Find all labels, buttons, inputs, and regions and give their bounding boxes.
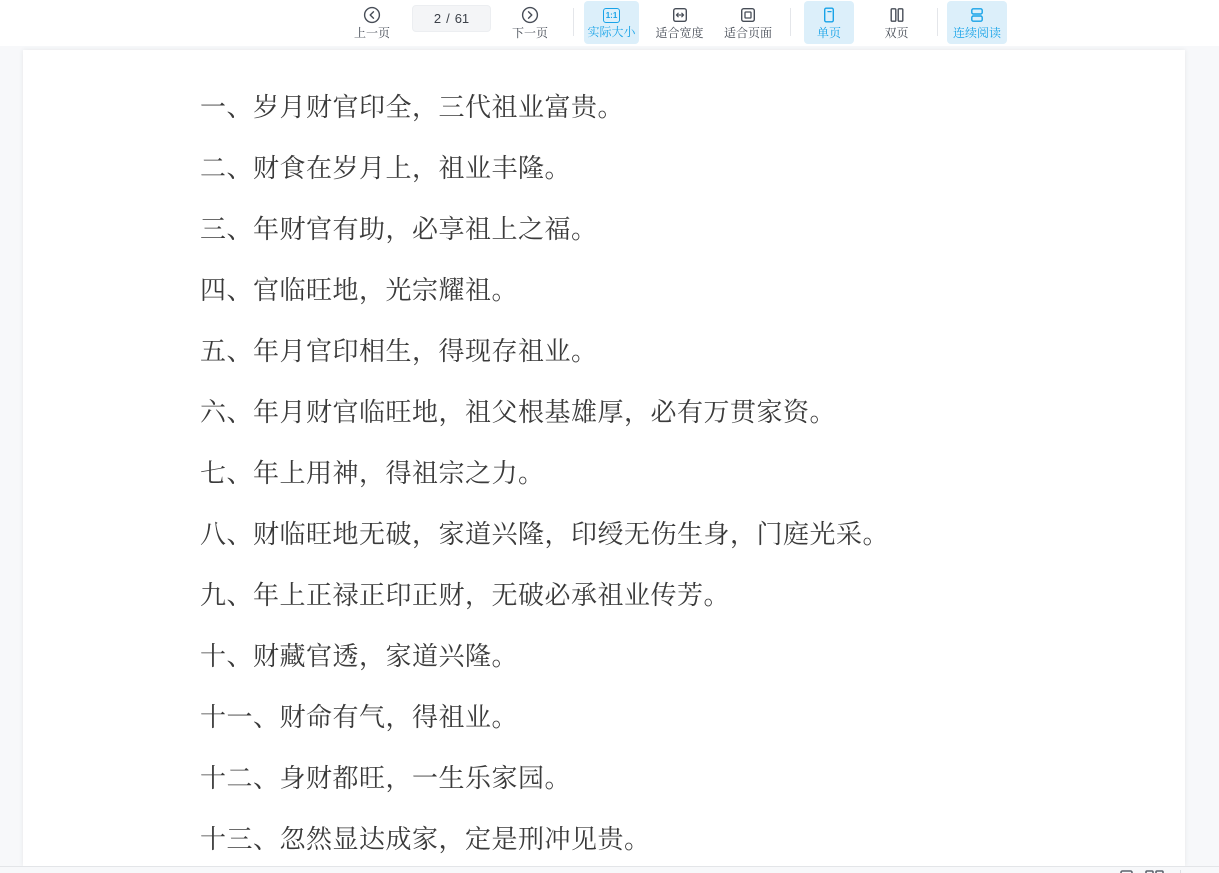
page-separator: / [446,11,450,26]
document-text-block [23,50,1185,866]
document-line: 一、岁月财官印全，三代祖业富贵。 [200,93,625,122]
document-line: 六、年月财官临旺地，祖父根基雄厚，必有万贯家资。 [200,398,837,427]
single-page-icon [820,6,838,24]
document-page [23,50,1185,866]
toolbar-divider [573,8,574,36]
document-line: 九、年上正禄正印正财，无破必承祖业传芳。 [200,581,731,610]
page-current: 2 [433,11,442,26]
fit-page-button[interactable] [718,1,778,44]
continuous-reading-button[interactable] [947,1,1007,44]
document-line: 八、财临旺地无破，家道兴隆，印绶无伤生身，门庭光采。 [200,520,890,549]
double-page-icon [888,6,906,24]
document-line: 五、年月官印相生，得现存祖业。 [200,337,598,366]
fit-page-label: 适合页面 [723,26,772,40]
double-page-label: 双页 [884,26,909,40]
document-line: 四、官临旺地，光宗耀祖。 [200,276,519,305]
continuous-reading-label: 连续阅读 [952,26,1001,40]
single-page-button[interactable] [804,1,854,44]
actual-size-button[interactable] [584,1,639,44]
double-page-button[interactable] [871,1,922,44]
status-bar [0,866,1219,873]
document-line: 十一、财命有气，得祖业。 [200,703,519,732]
prev-page-button[interactable] [346,1,398,44]
reader-workspace [0,46,1219,873]
page-total: 61 [454,11,470,26]
chevron-left-circle-icon [363,6,381,24]
actual-size-label: 实际大小 [587,24,636,39]
toolbar-divider [937,8,938,36]
next-page-button[interactable] [504,1,556,44]
document-line: 三、年财官有助，必享祖上之福。 [200,215,598,244]
document-line: 十三、忽然显达成家，定是刑冲见贵。 [200,825,651,854]
document-line: 二、财食在岁月上，祖业丰隆。 [200,154,572,183]
chevron-right-circle-icon [521,6,539,24]
single-page-label: 单页 [816,26,841,40]
continuous-reading-icon [968,6,986,24]
document-line: 十二、身财都旺，一生乐家园。 [200,764,572,793]
next-page-label: 下一页 [511,26,548,40]
fit-width-icon [671,6,689,24]
actual-size-icon: 1:1 [603,8,621,23]
document-line: 十、财藏官透，家道兴隆。 [200,642,519,671]
reader-toolbar [0,0,1219,46]
fit-page-icon [739,6,757,24]
toolbar-divider [790,8,791,36]
fit-width-button[interactable] [649,1,710,44]
document-line: 七、年上用神，得祖宗之力。 [200,459,545,488]
fit-width-label: 适合宽度 [655,26,704,40]
page-number-input[interactable] [412,5,491,32]
prev-page-label: 上一页 [353,26,390,40]
